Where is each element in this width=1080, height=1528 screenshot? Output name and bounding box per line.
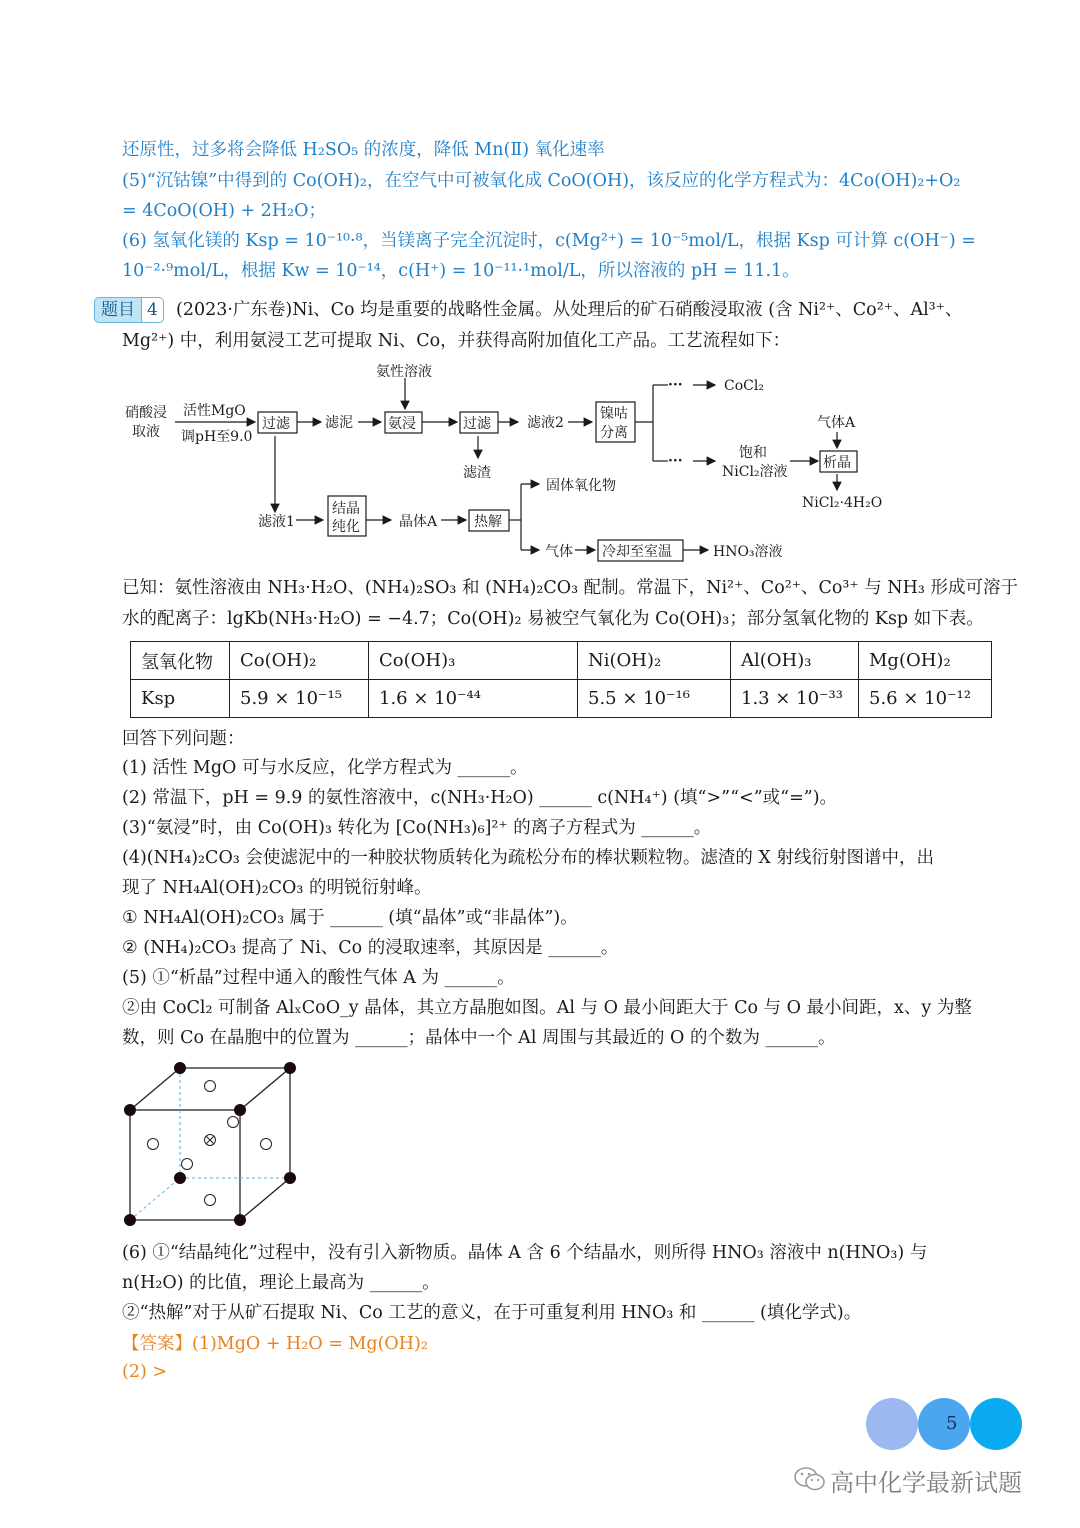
- question-item: (1) 活性 MgO 可与水反应，化学方程式为 ______。: [122, 758, 528, 778]
- decor-circle-left: [866, 1398, 918, 1450]
- table-cell: Co(OH)₂: [230, 642, 369, 680]
- flow-step: 纯化: [332, 519, 360, 535]
- question-line: (2023·广东卷)Ni、Co 均是重要的战略性金属。从处理后的矿石硝酸浸取液 (含 Ni²⁺、Co²⁺、Al³⁺、: [176, 300, 963, 320]
- flow-reagent: 气体A: [817, 415, 856, 431]
- flow-step: 过滤: [262, 416, 290, 432]
- table-cell: 氢氧化物: [131, 642, 230, 680]
- question-item: (2) 常温下，pH = 9.9 的氨性溶液中，c(NH₃·H₂O) ______ c(NH₄⁺) (填“>”“<”或“=”)。: [122, 788, 838, 808]
- flow-step: 热解: [474, 514, 502, 530]
- flow-product: 固体氧化物: [546, 478, 616, 494]
- flow-condition: 调pH至9.0: [181, 429, 253, 445]
- flow-product: 气体: [545, 544, 573, 560]
- table-cell: Al(OH)₃: [731, 642, 859, 680]
- ksp-table: [130, 641, 992, 718]
- prev-answer-line: 10⁻²·⁹mol/L，根据 Kw = 10⁻¹⁴，c(H⁺) = 10⁻¹¹·¹mol/L，所以溶液的 pH = 11.1。: [122, 261, 800, 281]
- flow-product: 滤渣: [463, 465, 491, 481]
- question-item: (6) ①“结晶纯化”过程中，没有引入新物质。晶体 A 含 6 个结晶水，则所得 HNO₃ 溶液中 n(HNO₃) 与: [122, 1243, 928, 1263]
- flow-product: 滤泥: [325, 415, 353, 431]
- decor-circle-right: [970, 1398, 1022, 1450]
- decor-circle-middle: [918, 1398, 970, 1450]
- wechat-icon: [793, 1466, 827, 1492]
- badge-label: 题目: [94, 297, 142, 323]
- flow-start: 硝酸浸: [125, 405, 167, 421]
- question-item: ②由 CoCl₂ 可制备 AlₓCoO_y 晶体，其立方晶胞如图。Al 与 O 最小间距大于 Co 与 O 最小间距，x、y 为整: [122, 998, 972, 1018]
- table-cell: Ksp: [131, 680, 230, 718]
- flow-step: 析晶: [823, 455, 851, 471]
- table-cell: 5.5 × 10⁻¹⁶: [578, 680, 731, 718]
- flow-product: 滤液1: [258, 514, 295, 530]
- flow-step: 镍咕: [600, 406, 628, 422]
- table-cell: Co(OH)₃: [369, 642, 578, 680]
- question-item: ② (NH₄)₂CO₃ 提高了 Ni、Co 的浸取速率，其原因是 ______。: [122, 938, 619, 958]
- flow-product: HNO₃溶液: [713, 544, 783, 560]
- prev-answer-line: (5)“沉钴镍”中得到的 Co(OH)₂，在空气中可被氧化成 CoO(OH)，该反应的化学方程式为：4Co(OH)₂+O₂: [122, 171, 961, 191]
- flow-product: 滤液2: [527, 415, 564, 431]
- page-number: 5: [946, 1413, 958, 1434]
- flow-reagent: 活性MgO: [183, 403, 246, 419]
- table-cell: 1.3 × 10⁻³³: [731, 680, 859, 718]
- table-cell: Mg(OH)₂: [859, 642, 992, 680]
- answer-line: 【答案】(1)MgO + H₂O = Mg(OH)₂: [122, 1334, 428, 1354]
- prev-answer-line: 还原性，过多将会降低 H₂SO₅ 的浓度，降低 Mn(Ⅱ) 氧化速率: [122, 140, 605, 160]
- known-line: 已知：氨性溶液由 NH₃·H₂O、(NH₄)₂SO₃ 和 (NH₄)₂CO₃ 配制。常温下，Ni²⁺、Co²⁺、Co³⁺ 与 NH₃ 形成可溶于: [122, 578, 1018, 598]
- flow-step: 过滤: [463, 416, 491, 432]
- question-item: (5) ①“析晶”过程中通入的酸性气体 A 为 ______。: [122, 968, 515, 988]
- answer-line: (2) >: [122, 1362, 168, 1382]
- question-item: ②“热解”对于从矿石提取 Ni、Co 工艺的意义，在于可重复利用 HNO₃ 和 ______ (填化学式)。: [122, 1303, 862, 1323]
- flow-product: 饱和: [739, 445, 767, 461]
- flow-reagent: 氨性溶液: [376, 364, 432, 380]
- flow-ellipsis: ···: [668, 453, 683, 469]
- table-cell: 5.9 × 10⁻¹⁵: [230, 680, 369, 718]
- flow-start: 取液: [132, 424, 160, 440]
- question-line: Mg²⁺) 中，利用氨浸工艺可提取 Ni、Co，并获得高附加值化工产品。工艺流程如下：: [122, 331, 791, 351]
- flow-product: 晶体A: [399, 514, 438, 530]
- unit-cell-diagram: [118, 1058, 308, 1236]
- table-cell: 5.6 × 10⁻¹²: [859, 680, 992, 718]
- question-item: (4)(NH₄)₂CO₃ 会使滤泥中的一种胶状物质转化为疏松分布的棒状颗粒物。滤渣的 X 射线衍射图谱中，出: [122, 848, 934, 868]
- flow-step: 氨浸: [388, 416, 416, 432]
- prev-answer-line: = 4CoO(OH) + 2H₂O；: [122, 201, 326, 221]
- flow-product: CoCl₂: [724, 378, 764, 394]
- flow-step: 结晶: [332, 501, 360, 517]
- prev-answer-line: (6) 氢氧化镁的 Ksp = 10⁻¹⁰·⁸，当镁离子完全沉淀时，c(Mg²⁺) = 10⁻⁵mol/L，根据 Ksp 可计算 c(OH⁻) =: [122, 231, 976, 251]
- known-line: 水的配离子：lgKb(NH₃·H₂O) = −4.7；Co(OH)₂ 易被空气氧化为 Co(OH)₃；部分氢氧化物的 Ksp 如下表。: [122, 609, 984, 629]
- question-item: ① NH₄Al(OH)₂CO₃ 属于 ______ (填“晶体”或“非晶体”)。: [122, 908, 578, 928]
- watermark-text: 高中化学最新试题: [830, 1469, 1022, 1497]
- table-cell: 1.6 × 10⁻⁴⁴: [369, 680, 578, 718]
- flow-ellipsis: ···: [668, 377, 683, 393]
- flow-product: NiCl₂·4H₂O: [802, 495, 883, 511]
- table-header-row: [131, 642, 992, 680]
- process-flow-diagram: [118, 360, 898, 570]
- question-badge: [94, 297, 164, 323]
- question-item: 现了 NH₄Al(OH)₂CO₃ 的明锐衍射峰。: [122, 878, 432, 898]
- flow-step: 分离: [600, 425, 628, 441]
- table-cell: Ni(OH)₂: [578, 642, 731, 680]
- badge-number: 4: [142, 297, 164, 323]
- questions-intro: 回答下列问题：: [122, 729, 245, 749]
- flow-step: 冷却至室温: [602, 544, 672, 560]
- question-item: 数，则 Co 在晶胞中的位置为 ______；晶体中一个 Al 周围与其最近的 O 的个数为 ______。: [122, 1028, 836, 1048]
- question-item: n(H₂O) 的比值，理论上最高为 ______。: [122, 1273, 440, 1293]
- table-row: [131, 680, 992, 718]
- flow-product: NiCl₂溶液: [722, 464, 788, 480]
- question-item: (3)“氨浸”时，由 Co(OH)₃ 转化为 [Co(NH₃)₆]²⁺ 的离子方程式为 ______。: [122, 818, 712, 838]
